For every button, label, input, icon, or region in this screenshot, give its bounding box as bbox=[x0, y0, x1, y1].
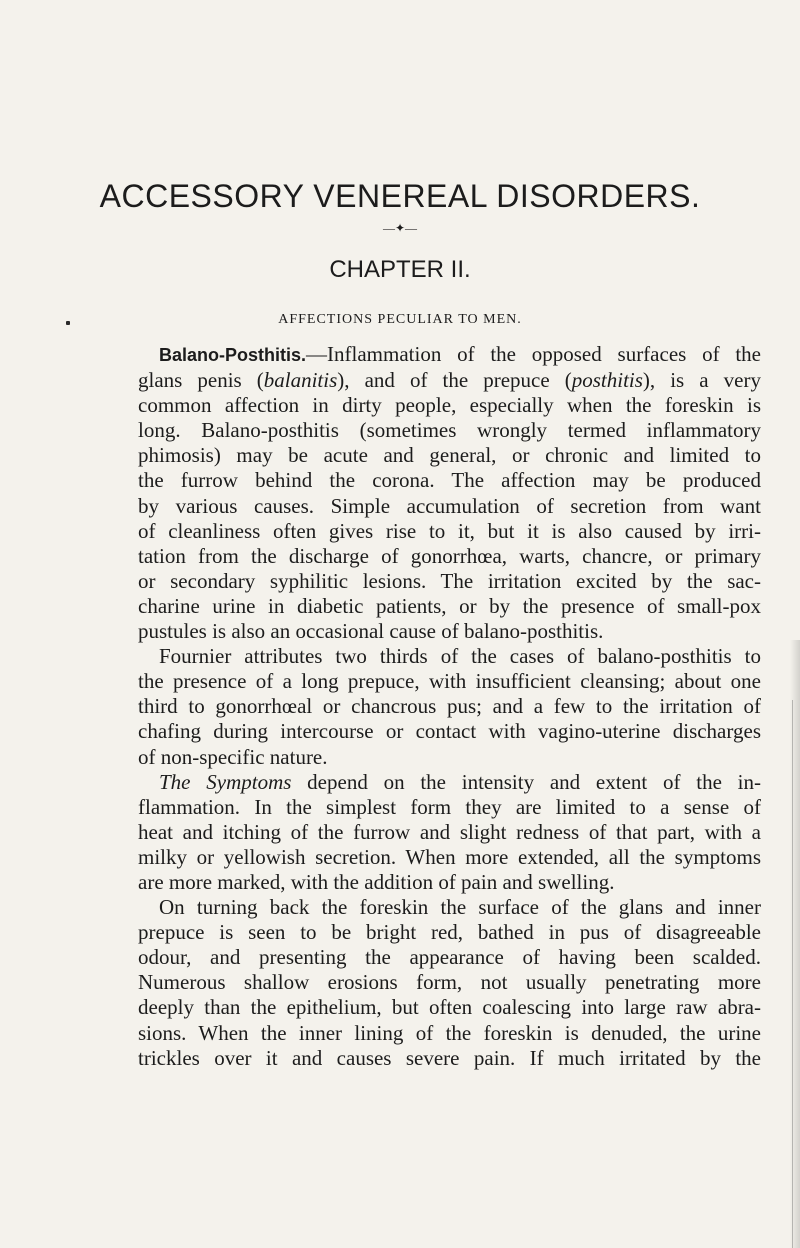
text-line: or secondary syphilitic lesions. The irritation excited by the sac- bbox=[138, 568, 761, 593]
title-ornament: —✦— bbox=[382, 221, 418, 235]
text-line: trickles over it and causes severe pain. If much irritated by the bbox=[138, 1045, 761, 1070]
text-line: the furrow behind the corona. The affection may be produced bbox=[138, 468, 761, 493]
text-line: pustules is also an occasional cause of balano-posthitis. bbox=[138, 619, 604, 644]
text-line: are more marked, with the addition of pain and swelling. bbox=[138, 869, 615, 894]
text-line: prepuce is seen to be bright red, bathed in pus of disagreeable bbox=[138, 920, 761, 945]
text-line: odour, and presenting the appearance of having been scalded. bbox=[138, 945, 761, 970]
chapter-heading: CHAPTER II. bbox=[329, 256, 471, 283]
text-line: On turning back the foreskin the surface of the glans and inner bbox=[159, 895, 761, 920]
text-line: charine urine in diabetic patients, or by the presence of small-pox bbox=[138, 593, 761, 618]
text-line: by various causes. Simple accumulation of secretion from want bbox=[138, 493, 761, 518]
text-line: common affection in dirty people, especially when the foreskin is bbox=[138, 393, 761, 418]
text-line: chafing during intercourse or contact with vagino-uterine discharges bbox=[138, 719, 761, 744]
text-line: deeply than the epithelium, but often coalescing into large raw abra- bbox=[138, 995, 761, 1020]
text-line: heat and itching of the furrow and slight redness of that part, with a bbox=[138, 819, 761, 844]
chapter-subtitle: AFFECTIONS PECULIAR TO MEN. bbox=[278, 312, 522, 327]
text-line: of non-specific nature. bbox=[138, 744, 328, 769]
text-line: third to gonorrhœal or chancrous pus; and a few to the irritation of bbox=[138, 694, 761, 719]
text-line: sions. When the inner lining of the foreskin is denuded, the urine bbox=[138, 1020, 761, 1045]
body-text bbox=[138, 342, 761, 1071]
text-line: milky or yellowish secretion. When more extended, all the symptoms bbox=[138, 844, 761, 869]
page-edge-line bbox=[792, 700, 793, 1248]
italic-heading: The Symptoms bbox=[159, 769, 292, 794]
text-line: of cleanliness often gives rise to it, but it is also caused by irri- bbox=[138, 518, 761, 543]
text-line: Fournier attributes two thirds of the cases of balano-posthitis to bbox=[159, 644, 761, 669]
text-line: the presence of a long prepuce, with insufficient cleansing; about one bbox=[138, 669, 761, 694]
text-line: Balano-Posthitis.—Inflammation of the opposed surfaces of the bbox=[159, 342, 761, 366]
text-line: phimosis) may be acute and general, or chronic and limited to bbox=[138, 443, 761, 468]
text-line: The Symptoms depend on the intensity and extent of the in- bbox=[159, 769, 761, 794]
section-heading: Balano-Posthitis. bbox=[159, 345, 307, 365]
text-line: tation from the discharge of gonorrhœa, warts, chancre, or primary bbox=[138, 543, 761, 568]
text-line: flammation. In the simplest form they are limited to a sense of bbox=[138, 794, 761, 819]
page-title: ACCESSORY VENEREAL DISORDERS. bbox=[99, 178, 701, 214]
text-line: long. Balano-posthitis (sometimes wrongly termed inflammatory bbox=[138, 418, 761, 443]
text-line: glans penis (balanitis), and of the prepuce (posthitis), is a very bbox=[138, 368, 761, 393]
text-line: Numerous shallow erosions form, not usually penetrating more bbox=[138, 970, 761, 995]
